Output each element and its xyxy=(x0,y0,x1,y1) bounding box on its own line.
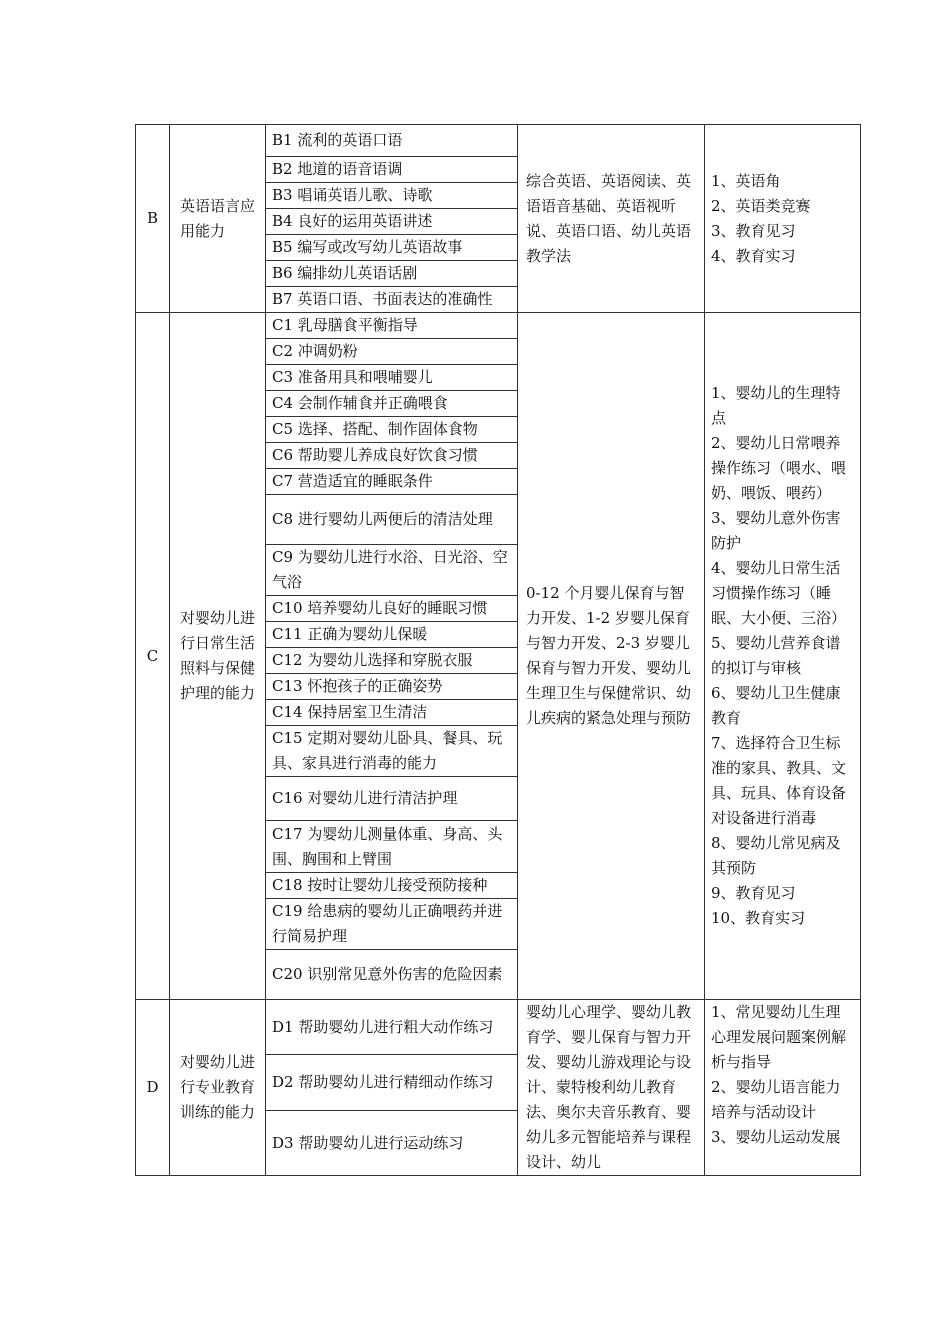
competency-item: B7 英语口语、书面表达的准确性 xyxy=(266,287,518,313)
competency-item: C2 冲调奶粉 xyxy=(266,339,518,365)
competency-item: C5 选择、搭配、制作固体食物 xyxy=(266,417,518,443)
competency-item: B5 编写或改写幼儿英语故事 xyxy=(266,235,518,261)
practice-activities: 1、英语角 2、英语类竞赛 3、教育见习 4、教育实习 xyxy=(705,125,861,313)
competency-item: C14 保持居室卫生清洁 xyxy=(266,700,518,726)
competency-item: C10 培养婴幼儿良好的睡眠习惯 xyxy=(266,596,518,622)
competency-item: C12 为婴幼儿选择和穿脱衣服 xyxy=(266,648,518,674)
competency-item: B2 地道的语音语调 xyxy=(266,157,518,183)
competency-item: C16 对婴幼儿进行清洁护理 xyxy=(266,777,518,821)
competency-item: C13 怀抱孩子的正确姿势 xyxy=(266,674,518,700)
competency-item: C4 会制作辅食并正确喂食 xyxy=(266,391,518,417)
table-row xyxy=(136,125,861,157)
competency-item: D2 帮助婴幼儿进行精细动作练习 xyxy=(266,1055,518,1111)
competency-item: B4 良好的运用英语讲述 xyxy=(266,209,518,235)
section-code: C xyxy=(136,313,170,1000)
competency-item: C1 乳母膳食平衡指导 xyxy=(266,313,518,339)
related-courses: 0-12 个月婴儿保育与智力开发、1-2 岁婴儿保育与智力开发、2-3 岁婴儿保育与智力开发、婴幼儿生理卫生与保健常识、幼儿疾病的紧急处理与预防 xyxy=(518,313,705,1000)
competency-item: C6 帮助婴儿养成良好饮食习惯 xyxy=(266,443,518,469)
related-courses: 婴幼儿心理学、婴幼儿教育学、婴儿保育与智力开发、婴幼儿游戏理论与设计、蒙特梭利幼儿教育法、奥尔夫音乐教育、婴幼儿多元智能培养与课程设计、幼儿 xyxy=(518,1000,705,1176)
competency-item: C8 进行婴幼儿两便后的清洁处理 xyxy=(266,495,518,545)
competency-item: B1 流利的英语口语 xyxy=(266,125,518,157)
competency-item: C11 正确为婴幼儿保暖 xyxy=(266,622,518,648)
section-code: D xyxy=(136,1000,170,1176)
capability-name: 对婴幼儿进行专业教育训练的能力 xyxy=(170,1000,266,1176)
competency-item: D1 帮助婴幼儿进行粗大动作练习 xyxy=(266,1000,518,1055)
competency-item: C17 为婴幼儿测量体重、身高、头围、胸围和上臂围 xyxy=(266,821,518,873)
competency-item: B6 编排幼儿英语话剧 xyxy=(266,261,518,287)
competency-table xyxy=(135,124,861,1176)
competency-item: C20 识别常见意外伤害的危险因素 xyxy=(266,950,518,1000)
competency-item: C15 定期对婴幼儿卧具、餐具、玩具、家具进行消毒的能力 xyxy=(266,726,518,777)
competency-item: C18 按时让婴幼儿接受预防接种 xyxy=(266,873,518,899)
section-code: B xyxy=(136,125,170,313)
table-row xyxy=(136,313,861,339)
competency-item: D3 帮助婴幼儿进行运动练习 xyxy=(266,1111,518,1176)
competency-item: C7 营造适宜的睡眠条件 xyxy=(266,469,518,495)
competency-item: C3 准备用具和喂哺婴儿 xyxy=(266,365,518,391)
capability-name: 英语语言应用能力 xyxy=(170,125,266,313)
practice-activities: 1、常见婴幼儿生理心理发展问题案例解析与指导 2、婴幼儿语言能力培养与活动设计 3、婴幼儿运动发展 xyxy=(705,1000,861,1176)
related-courses: 综合英语、英语阅读、英语语音基础、英语视听说、英语口语、幼儿英语教学法 xyxy=(518,125,705,313)
capability-name: 对婴幼儿进行日常生活照料与保健护理的能力 xyxy=(170,313,266,1000)
competency-item: B3 唱诵英语儿歌、诗歌 xyxy=(266,183,518,209)
table-row xyxy=(136,1000,861,1055)
competency-item: C9 为婴幼儿进行水浴、日光浴、空气浴 xyxy=(266,545,518,596)
competency-item: C19 给患病的婴幼儿正确喂药并进行简易护理 xyxy=(266,899,518,950)
practice-activities: 1、婴幼儿的生理特点 2、婴幼儿日常喂养操作练习（喂水、喂奶、喂饭、喂药） 3、婴幼儿意外伤害防护 4、婴幼儿日常生活习惯操作练习（睡眠、大小便、三浴） 5、婴幼儿营养食谱的拟订与审核 6、婴幼儿卫生健康教育 7、选择符合卫生标准的家具、教具、文具、玩具、体育设备对设备进行消毒 8、婴幼儿常见病及其预防 9、教育见习 10、教育实习 xyxy=(705,313,861,1000)
